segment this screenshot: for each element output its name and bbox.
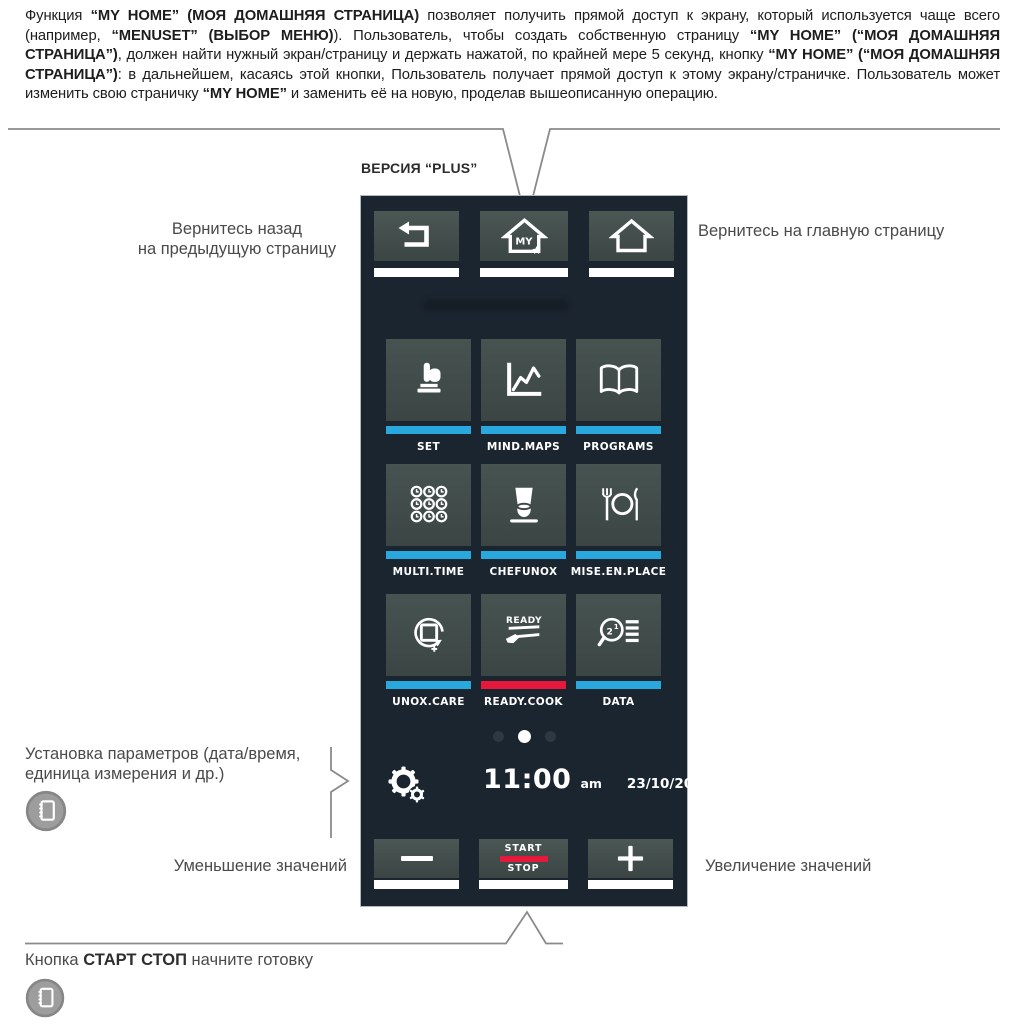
tile-multi-time-underline xyxy=(386,551,471,559)
house-icon xyxy=(609,217,654,255)
back-button[interactable] xyxy=(374,211,459,261)
tile-unox-care-label: UNOX.CARE xyxy=(392,696,465,708)
plus-icon xyxy=(616,844,645,873)
home-button-underline xyxy=(589,268,674,277)
tile-set[interactable] xyxy=(386,339,471,421)
decrease-button-underline xyxy=(374,880,459,889)
tile-ready-cook-label: READY.COOK xyxy=(484,696,563,708)
my-home-button[interactable] xyxy=(480,211,568,261)
decrease-button[interactable] xyxy=(374,839,459,878)
start-stop-button-underline xyxy=(479,880,568,889)
data-icon-text-1: 1 xyxy=(613,621,619,631)
tile-mind-maps[interactable] xyxy=(481,339,566,421)
page-dot-3[interactable] xyxy=(545,731,556,742)
tile-ready-cook-underline xyxy=(481,681,566,689)
tile-chefunox-underline xyxy=(481,551,566,559)
rotate-square-icon xyxy=(406,612,452,658)
back-button-underline xyxy=(374,268,459,277)
annotation-parameters-line1: Установка параметров (дата/время, xyxy=(25,745,301,763)
version-label: ВЕРСИЯ “PLUS” xyxy=(361,160,478,176)
tile-multi-time[interactable] xyxy=(386,464,471,546)
tile-set-label: SET xyxy=(416,441,441,453)
line-chart-icon xyxy=(501,357,547,403)
ready-icon-text: READY xyxy=(505,616,542,627)
annotation-start-stop: Кнопка СТАРТ СТОП начните готовку xyxy=(25,951,313,969)
tile-programs[interactable] xyxy=(576,339,661,421)
time-value: 11:00 xyxy=(483,764,572,795)
tile-data-label: DATA xyxy=(602,696,635,708)
tile-set-underline xyxy=(386,426,471,434)
tile-unox-care[interactable] xyxy=(386,594,471,676)
tile-mise-en-place-label: MISE.EN.PLACE xyxy=(570,566,667,578)
gear-icon xyxy=(386,766,428,806)
tile-ready-cook[interactable] xyxy=(481,594,566,676)
page-dot-2-active[interactable] xyxy=(518,730,531,743)
my-home-icon-text: MY xyxy=(514,236,533,248)
home-button[interactable] xyxy=(589,211,674,261)
tile-multi-time-label: MULTI.TIME xyxy=(392,566,465,578)
increase-button[interactable] xyxy=(588,839,673,878)
annotation-parameters-line2: единица измерения и др.) xyxy=(25,765,225,783)
my-home-button-underline xyxy=(480,268,568,277)
date-value: 23/10/2014 xyxy=(626,776,712,792)
annotation-home-button: Вернитесь на главную страницу xyxy=(698,222,945,240)
data-icon-text-2: 2 xyxy=(606,627,613,638)
manual-booklet-icon xyxy=(24,977,66,1019)
annotation-decrease: Уменьшение значений xyxy=(173,857,347,875)
open-book-icon xyxy=(596,359,642,401)
tile-programs-underline xyxy=(576,426,661,434)
tile-data[interactable] xyxy=(576,594,661,676)
return-arrow-icon xyxy=(396,221,438,251)
annotation-back-line1: Вернитесь назад xyxy=(171,220,303,238)
hand-tray-icon xyxy=(501,612,547,658)
chef-icon xyxy=(501,482,547,528)
stop-label: STOP xyxy=(507,862,540,874)
faint-watermark xyxy=(423,300,569,310)
tile-mise-en-place-underline xyxy=(576,551,661,559)
annotation-back-button xyxy=(128,219,346,259)
intro-paragraph: Функция “MY HOME” (МОЯ ДОМАШНЯЯ СТРАНИЦА) позволяет получить прямой доступ к экрану, который используется чаще всего (например, “MENUSET” (ВЫБОР МЕНЮ)). Пользователь, чтобы создать собственную страницу “MY HOME” (“МОЯ ДОМАШНЯЯ СТРАНИЦА”), должен найти нужный экран/страницу и держать нажатой, по крайней мере 5 секунд, кнопку “MY HOME” (“МОЯ ДОМАШНЯЯ СТРАНИЦА”): в дальнейшем, касаясь этой кнопки, Пользователь получает прямой доступ к этому экрану/страничке. Пользователь может изменить свою страничку “MY HOME” и заменить её на новую, проделав вышеописанную операцию. xyxy=(25,8,1000,102)
tile-data-underline xyxy=(576,681,661,689)
meridiem-value: am xyxy=(580,776,602,791)
annotation-increase: Увеличение значений xyxy=(705,857,872,875)
tile-chefunox-label: CHEFUNOX xyxy=(489,566,558,578)
magnifier-list-icon xyxy=(596,612,642,658)
clock-row xyxy=(483,764,712,795)
tile-mise-en-place[interactable] xyxy=(576,464,661,546)
page-dot-1[interactable] xyxy=(493,731,504,742)
annotation-back-line2: на предыдущую страницу xyxy=(137,240,337,258)
settings-button[interactable] xyxy=(386,766,428,806)
my-home-house-icon xyxy=(501,216,548,256)
plate-cutlery-icon xyxy=(596,482,642,528)
page-indicator xyxy=(361,730,687,743)
minus-icon xyxy=(401,856,433,861)
start-label: START xyxy=(504,842,543,854)
start-stop-red-bar xyxy=(500,856,548,862)
tile-mind-maps-underline xyxy=(481,426,566,434)
start-stop-button[interactable] xyxy=(479,839,568,878)
oven-control-panel xyxy=(360,195,712,907)
tile-chefunox[interactable] xyxy=(481,464,566,546)
annotation-parameters xyxy=(25,744,300,784)
tile-mind-maps-label: MIND.MAPS xyxy=(486,441,561,453)
increase-button-underline xyxy=(588,880,673,889)
tile-unox-care-underline xyxy=(386,681,471,689)
clock-grid-icon xyxy=(406,482,452,528)
hand-press-icon xyxy=(406,357,452,403)
tile-programs-label: PROGRAMS xyxy=(583,441,654,453)
manual-booklet-icon xyxy=(24,789,68,833)
